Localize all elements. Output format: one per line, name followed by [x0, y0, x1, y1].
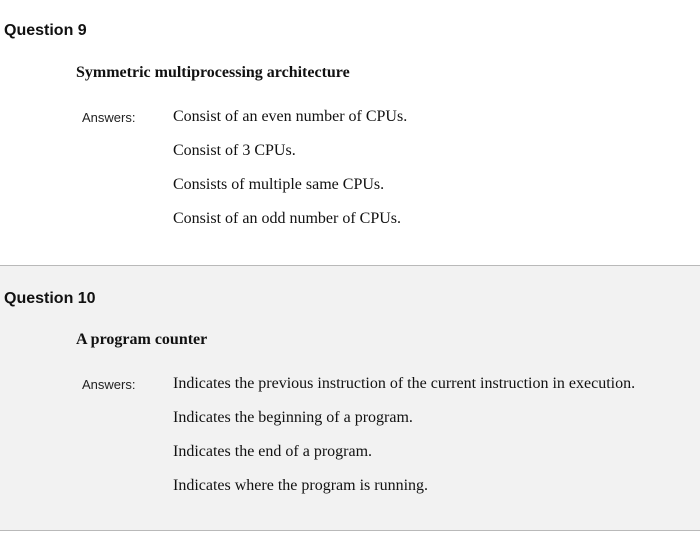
answer-option[interactable]: Indicates the previous instruction of the current instruction in execution.: [173, 375, 636, 392]
question-heading: Question 9: [4, 22, 87, 39]
answer-option[interactable]: Indicates where the program is running.: [173, 477, 429, 494]
answer-list: [173, 107, 407, 243]
answer-list: [173, 374, 635, 510]
answer-option[interactable]: Indicates the end of a program.: [173, 443, 373, 460]
answers-label: Answers:: [82, 110, 136, 125]
question-9-block: [0, 0, 700, 265]
answer-option[interactable]: Consists of multiple same CPUs.: [173, 176, 385, 193]
question-heading: Question 10: [4, 290, 96, 307]
answers-label: Answers:: [82, 377, 136, 392]
answer-option[interactable]: Indicates the beginning of a program.: [173, 409, 413, 426]
answer-option[interactable]: Consist of an even number of CPUs.: [173, 108, 408, 125]
question-text: A program counter: [76, 331, 208, 348]
question-text: Symmetric multiprocessing architecture: [76, 64, 350, 81]
answer-option[interactable]: Consist of an odd number of CPUs.: [173, 210, 401, 227]
question-10-block: [0, 265, 700, 531]
answer-option[interactable]: Consist of 3 CPUs.: [173, 142, 296, 159]
